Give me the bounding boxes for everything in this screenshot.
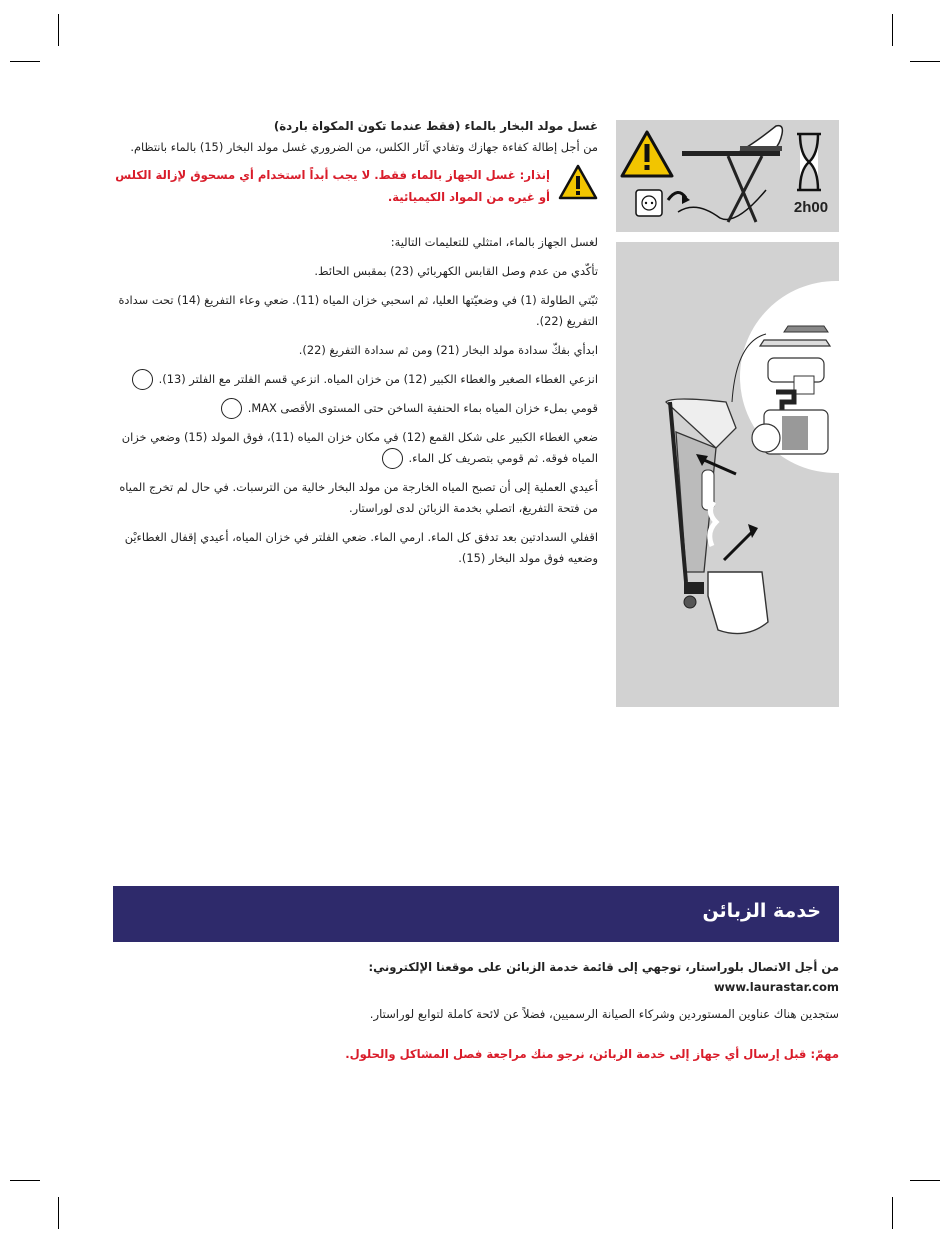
socket-icon — [636, 190, 662, 216]
customer-service-banner — [113, 886, 839, 942]
section-title: غسل مولد البخار بالماء (فقط عندما تكون المكواة باردة) — [273, 119, 598, 133]
step-item: أعيدي العملية إلى أن تصبح المياه الخارجة من مولد البخار خالية من الترسبات. في حال لم تخرج المياه من فتحة التفريغ، اتصلي بخدمة الزبائن لدى لوراستار. — [119, 480, 598, 515]
service-important-line: مهمّ: قبل إرسال أي جهاز إلى خدمة الزبائن، نرجو منك مراجعة فصل المشاكل والحلول. — [345, 1047, 839, 1061]
crop-mark — [10, 1180, 40, 1181]
cooldown-illustration — [616, 120, 839, 232]
cooldown-figure — [616, 120, 839, 232]
step-item: ابدأي بفكّ سدادة مولد البخار (21) ومن ثم سدادة التفريغ (22). — [298, 343, 598, 357]
steps-list — [110, 232, 598, 569]
warning-block — [110, 164, 598, 208]
warning-text: إنذار: غسل الجهاز بالماء فقط. لا يجب أبداً استخدام أي مسحوق لإزالة الكلس أو غيره من المواد الكيميائية. — [115, 168, 550, 204]
crop-mark — [892, 1197, 893, 1229]
crop-mark — [10, 61, 40, 62]
step-item: ثبّتي الطاولة (1) في وضعيّتها العليا، ثم اسحبي خزان المياه (11). ضعي وعاء التفريغ (14) تحت سدادة التفريغ (22). — [118, 293, 598, 328]
service-info-line: ستجدين هناك عناوين المستوردين وشركاء الصيانة الرسميين، فضلاً عن لائحة كاملة لتوابع لوراستار. — [369, 1007, 839, 1021]
step-number-circle — [221, 398, 242, 419]
banner-title: خدمة الزبائن — [702, 900, 821, 922]
steps-intro: لغسل الجهاز بالماء، امتثلي للتعليمات التالية: — [390, 235, 598, 249]
section-intro: من أجل إطالة كفاءة جهازك وتفادي آثار الكلس، من الضروري غسل مولد البخار (15) بالماء بانتظام. — [130, 140, 598, 154]
crop-mark — [58, 1197, 59, 1229]
crop-mark — [892, 14, 893, 46]
crop-mark — [58, 14, 59, 46]
descaling-section — [110, 116, 598, 577]
step-item: اقفلي السدادتين بعد تدفق كل الماء. ارمي الماء. ضعي الفلتر في خزان المياه، أعيدي إقفال الغطاءيْن وضعيه فوق مولد البخار (15). — [124, 530, 598, 565]
service-contact-line: من أجل الاتصال بلوراستار، توجهي إلى قائمة خدمة الزبائن على موقعنا الإلكتروني: — [368, 960, 839, 974]
ironing-board-icon — [682, 151, 780, 156]
step-number-circle — [382, 448, 403, 469]
device-figure — [616, 242, 839, 707]
step-item: تأكّدي من عدم وصل القابس الكهربائي (23) بمقبس الحائط. — [314, 264, 598, 278]
crop-mark — [910, 1180, 940, 1181]
warning-icon — [558, 164, 598, 200]
step-number-circle — [132, 369, 153, 390]
website-link[interactable]: www.laurastar.com — [713, 980, 839, 994]
crop-mark — [910, 61, 940, 62]
timer-label: 2h00 — [793, 199, 829, 216]
step-item: انزعي الغطاء الصغير والغطاء الكبير (12) من خزان المياه. انزعي قسم الفلتر مع الفلتر (13). — [110, 369, 598, 390]
step-item: ضعي الغطاء الكبير على شكل القمع (12) في مكان خزان المياه (11)، فوق المولد (15) وضعي خزان المياه فوقه. ثم قومي بتصريف كل الماء. — [110, 427, 598, 469]
hourglass-icon — [797, 134, 821, 190]
step-item: قومي بملء خزان المياه بماء الحنفية الساخن حتى المستوى الأقصى MAX. — [110, 398, 598, 419]
draining-illustration — [616, 242, 839, 707]
